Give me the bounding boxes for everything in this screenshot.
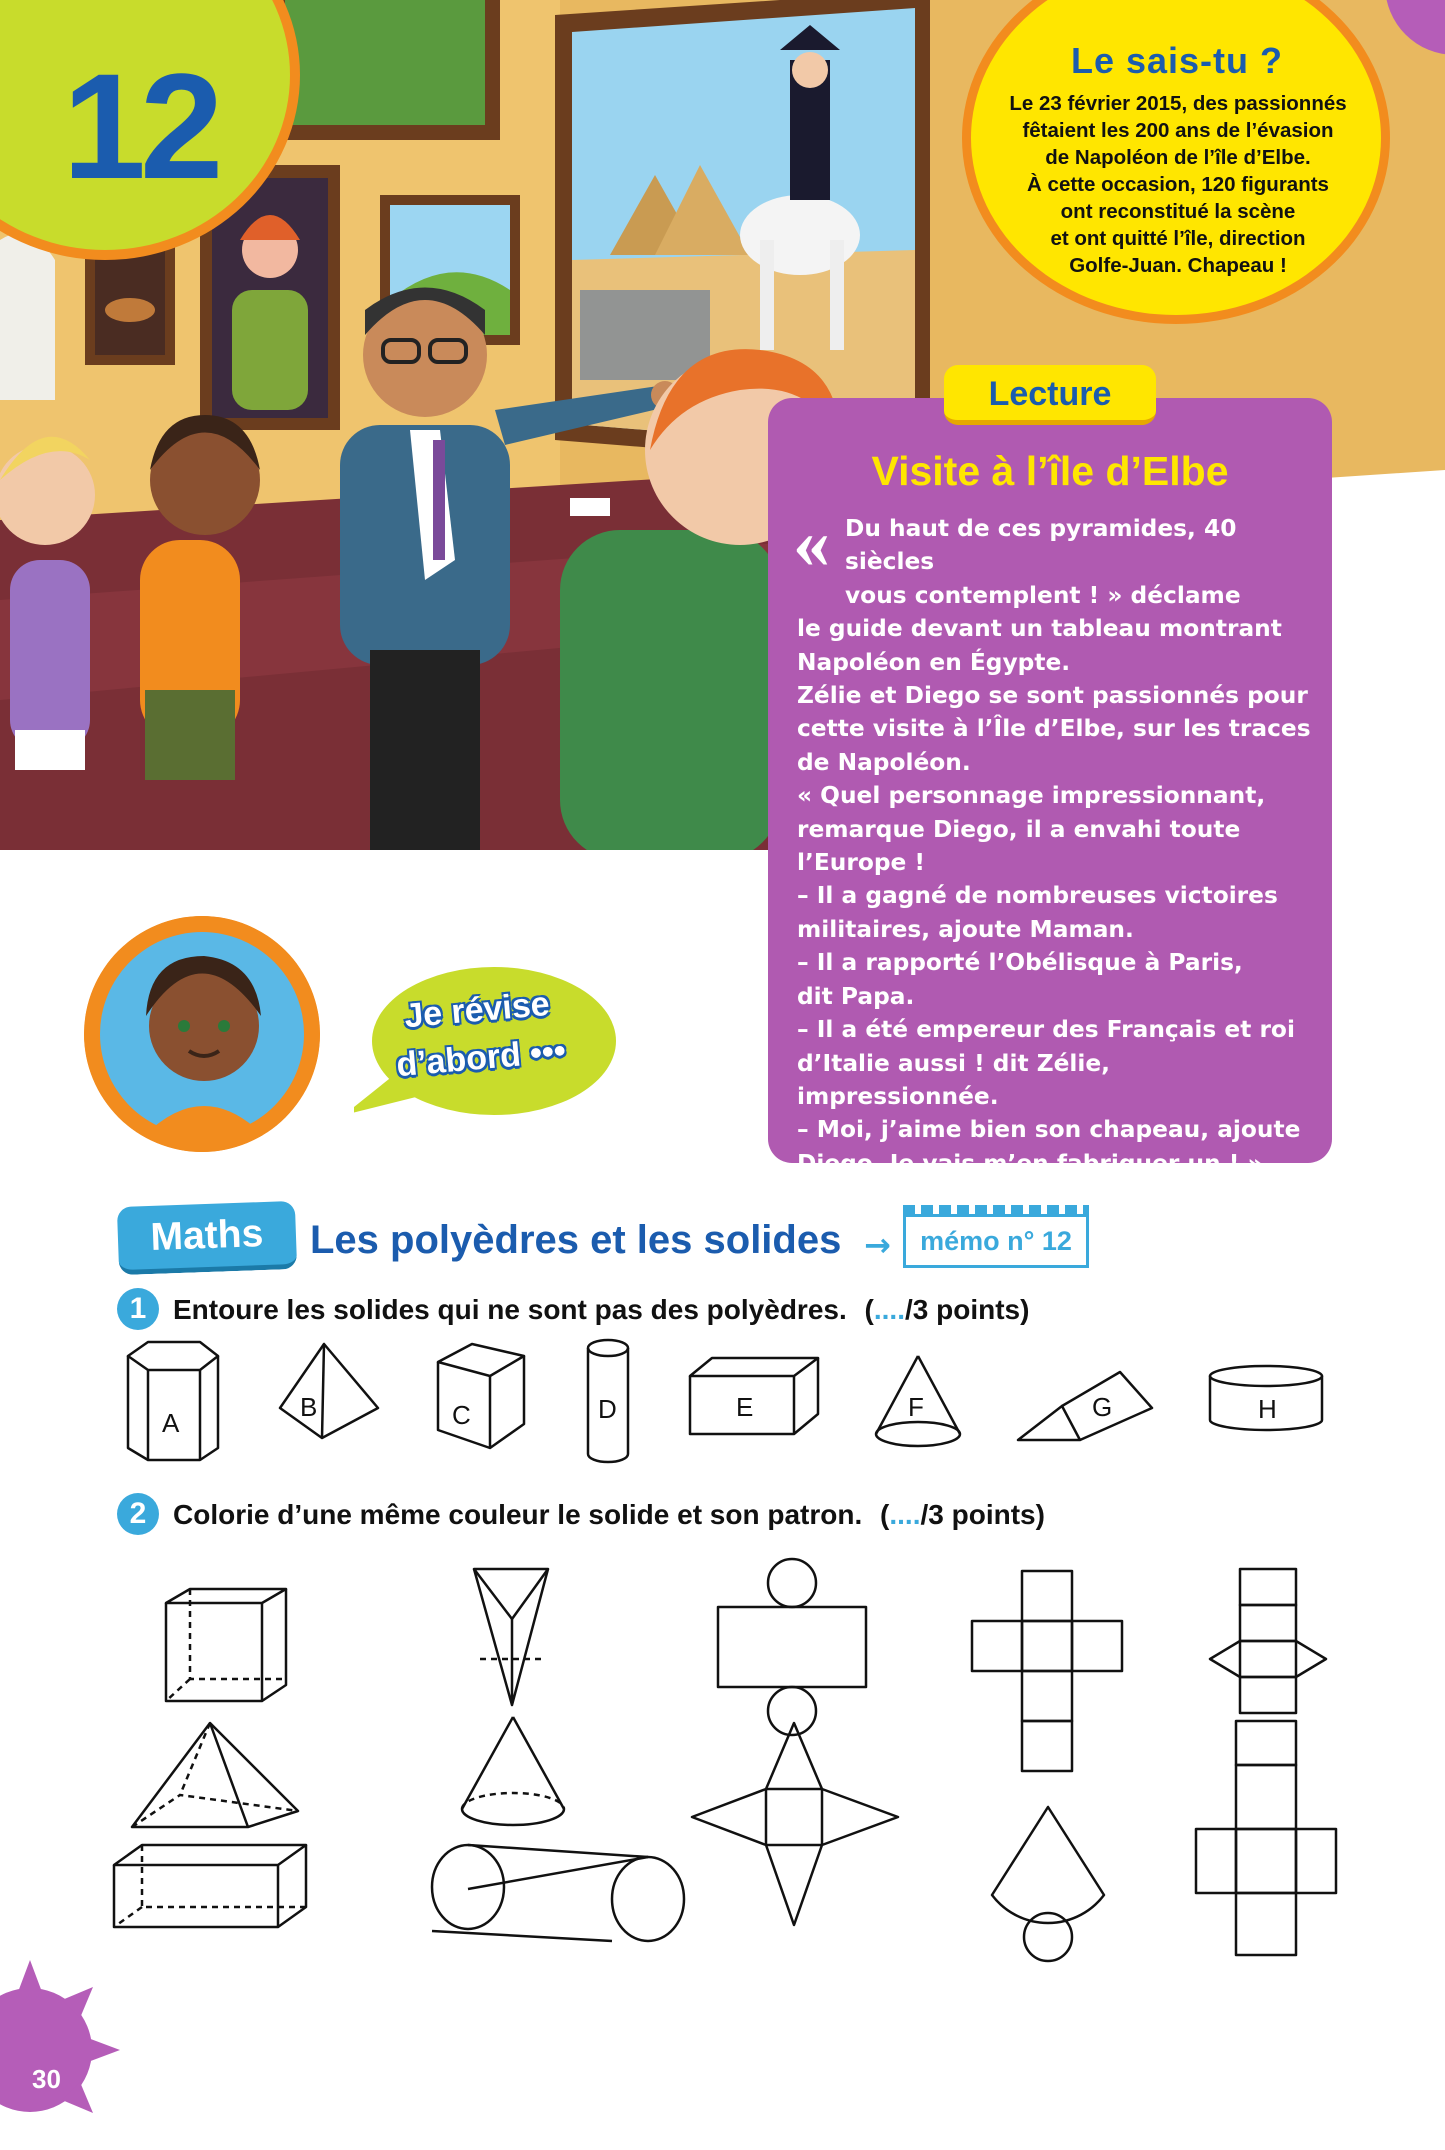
reading-line: Du haut de ces pyramides, 40 siècles xyxy=(845,515,1237,576)
arrow-right-icon: → xyxy=(864,1226,891,1264)
solid-label: C xyxy=(452,1400,471,1430)
solid-e-cuboid[interactable] xyxy=(690,1358,818,1434)
solid-label: F xyxy=(908,1392,924,1422)
solid-label: A xyxy=(162,1408,180,1438)
exercise-2-instruction xyxy=(173,1499,1045,1531)
maths-title: Les polyèdres et les solides xyxy=(310,1218,842,1262)
net-cuboid[interactable] xyxy=(1196,1721,1336,1955)
fact-text: Le 23 février 2015, des passionnés fêtaient les 200 ans de l’évasion de Napoléon de l’île d’Elbe. À cette occasion, 120 figurants ont reconstitué la scène et ont quitté l’île, direction Golfe-Juan. Chapeau ! xyxy=(1009,92,1347,277)
instruction-text: Colorie d’une même couleur le solide et son patron. xyxy=(173,1499,863,1530)
solid-h-short-cylinder[interactable] xyxy=(1210,1366,1322,1430)
score-blank: .... xyxy=(873,1294,905,1325)
reading-line: vous contemplent ! » déclame xyxy=(845,581,1241,609)
revise-line: Je révise xyxy=(402,984,552,1036)
maths-tab: Maths xyxy=(117,1201,297,1275)
score-open: ( xyxy=(864,1294,874,1325)
net-square-pyramid[interactable] xyxy=(692,1723,898,1925)
solid-label: G xyxy=(1092,1392,1113,1422)
solid-b-pyramid[interactable] xyxy=(280,1344,378,1438)
instruction-text: Entoure les solides qui ne sont pas des polyèdres. xyxy=(173,1294,847,1325)
solid-label: B xyxy=(300,1392,318,1422)
net-cube[interactable] xyxy=(972,1571,1122,1771)
solid-d-cylinder[interactable] xyxy=(588,1340,628,1462)
solid-label: H xyxy=(1258,1394,1277,1424)
exercise-2-number: 2 xyxy=(117,1493,159,1535)
solid-label: E xyxy=(736,1392,754,1422)
reading-title: Visite à l’île d’Elbe xyxy=(871,448,1229,494)
net-cylinder[interactable] xyxy=(718,1559,866,1735)
reading-line: – Il a rapporté l’Obélisque à Paris, xyxy=(797,949,1243,977)
reading-line: militaires, ajoute Maman. xyxy=(797,915,1134,943)
reading-line: – Il a été empereur des Français et roi xyxy=(797,1016,1295,1044)
solid-f-cone[interactable] xyxy=(876,1356,960,1446)
score-open: ( xyxy=(880,1499,890,1530)
solid-cylinder[interactable] xyxy=(432,1845,684,1941)
reading-line: remarque Diego, il a envahi toute xyxy=(797,815,1241,843)
sun-icon xyxy=(0,1950,130,2150)
solid-triangular-prism[interactable] xyxy=(474,1569,548,1705)
solids-row xyxy=(100,1338,1360,1468)
reading-line: – Il a gagné de nombreuses victoires xyxy=(797,882,1278,910)
solid-cube[interactable] xyxy=(166,1589,286,1701)
reading-line: – Moi, j’aime bien son chapeau, ajoute xyxy=(797,1116,1301,1144)
solid-g-triangular-prism[interactable] xyxy=(1018,1372,1152,1440)
reading-text xyxy=(797,512,1317,1180)
fact-title: Le sais-tu ? xyxy=(1070,40,1284,81)
student-avatar xyxy=(84,916,320,1152)
exercise-1-instruction xyxy=(173,1294,1029,1326)
score-blank: .... xyxy=(889,1499,921,1530)
quote-mark: « xyxy=(793,502,830,584)
solid-cuboid[interactable] xyxy=(114,1845,306,1927)
exercise-1-number: 1 xyxy=(117,1288,159,1330)
memo-reference: mémo n° 12 xyxy=(903,1214,1089,1268)
net-cone[interactable] xyxy=(992,1807,1104,1961)
reading-line: Diego. Je vais m’en fabriquer un ! » xyxy=(797,1149,1263,1177)
reading-line: de Napoléon. xyxy=(797,748,971,776)
reading-line: le guide devant un tableau montrant xyxy=(797,615,1282,643)
solid-label: D xyxy=(598,1394,617,1424)
reading-line: d’Italie aussi ! dit Zélie, impressionnée. xyxy=(797,1049,1111,1110)
reading-line: Napoléon en Égypte. xyxy=(797,648,1071,676)
reading-line: cette visite à l’Île d’Elbe, sur les traces xyxy=(797,715,1311,743)
solids-and-nets xyxy=(100,1555,1360,1985)
reading-line: dit Papa. xyxy=(797,982,915,1010)
revise-line: d’abord ••• xyxy=(394,1031,568,1085)
chapter-number: 12 xyxy=(62,42,218,210)
solid-a-hexagonal-prism[interactable] xyxy=(128,1342,218,1460)
reading-line: l’Europe ! xyxy=(797,849,926,877)
reading-tab: Lecture xyxy=(944,365,1156,425)
revise-heading xyxy=(366,977,592,1092)
solid-cone[interactable] xyxy=(462,1717,564,1825)
solid-square-pyramid[interactable] xyxy=(132,1723,298,1827)
reading-line: « Quel personnage impressionnant, xyxy=(797,782,1266,810)
score-total: /3 points) xyxy=(904,1294,1030,1325)
solid-c-cube[interactable] xyxy=(438,1344,524,1448)
page-number: 30 xyxy=(32,2064,61,2094)
score-total: /3 points) xyxy=(920,1499,1045,1530)
reading-line: Zélie et Diego se sont passionnés pour xyxy=(797,682,1308,710)
net-triangular-prism[interactable] xyxy=(1210,1569,1326,1713)
